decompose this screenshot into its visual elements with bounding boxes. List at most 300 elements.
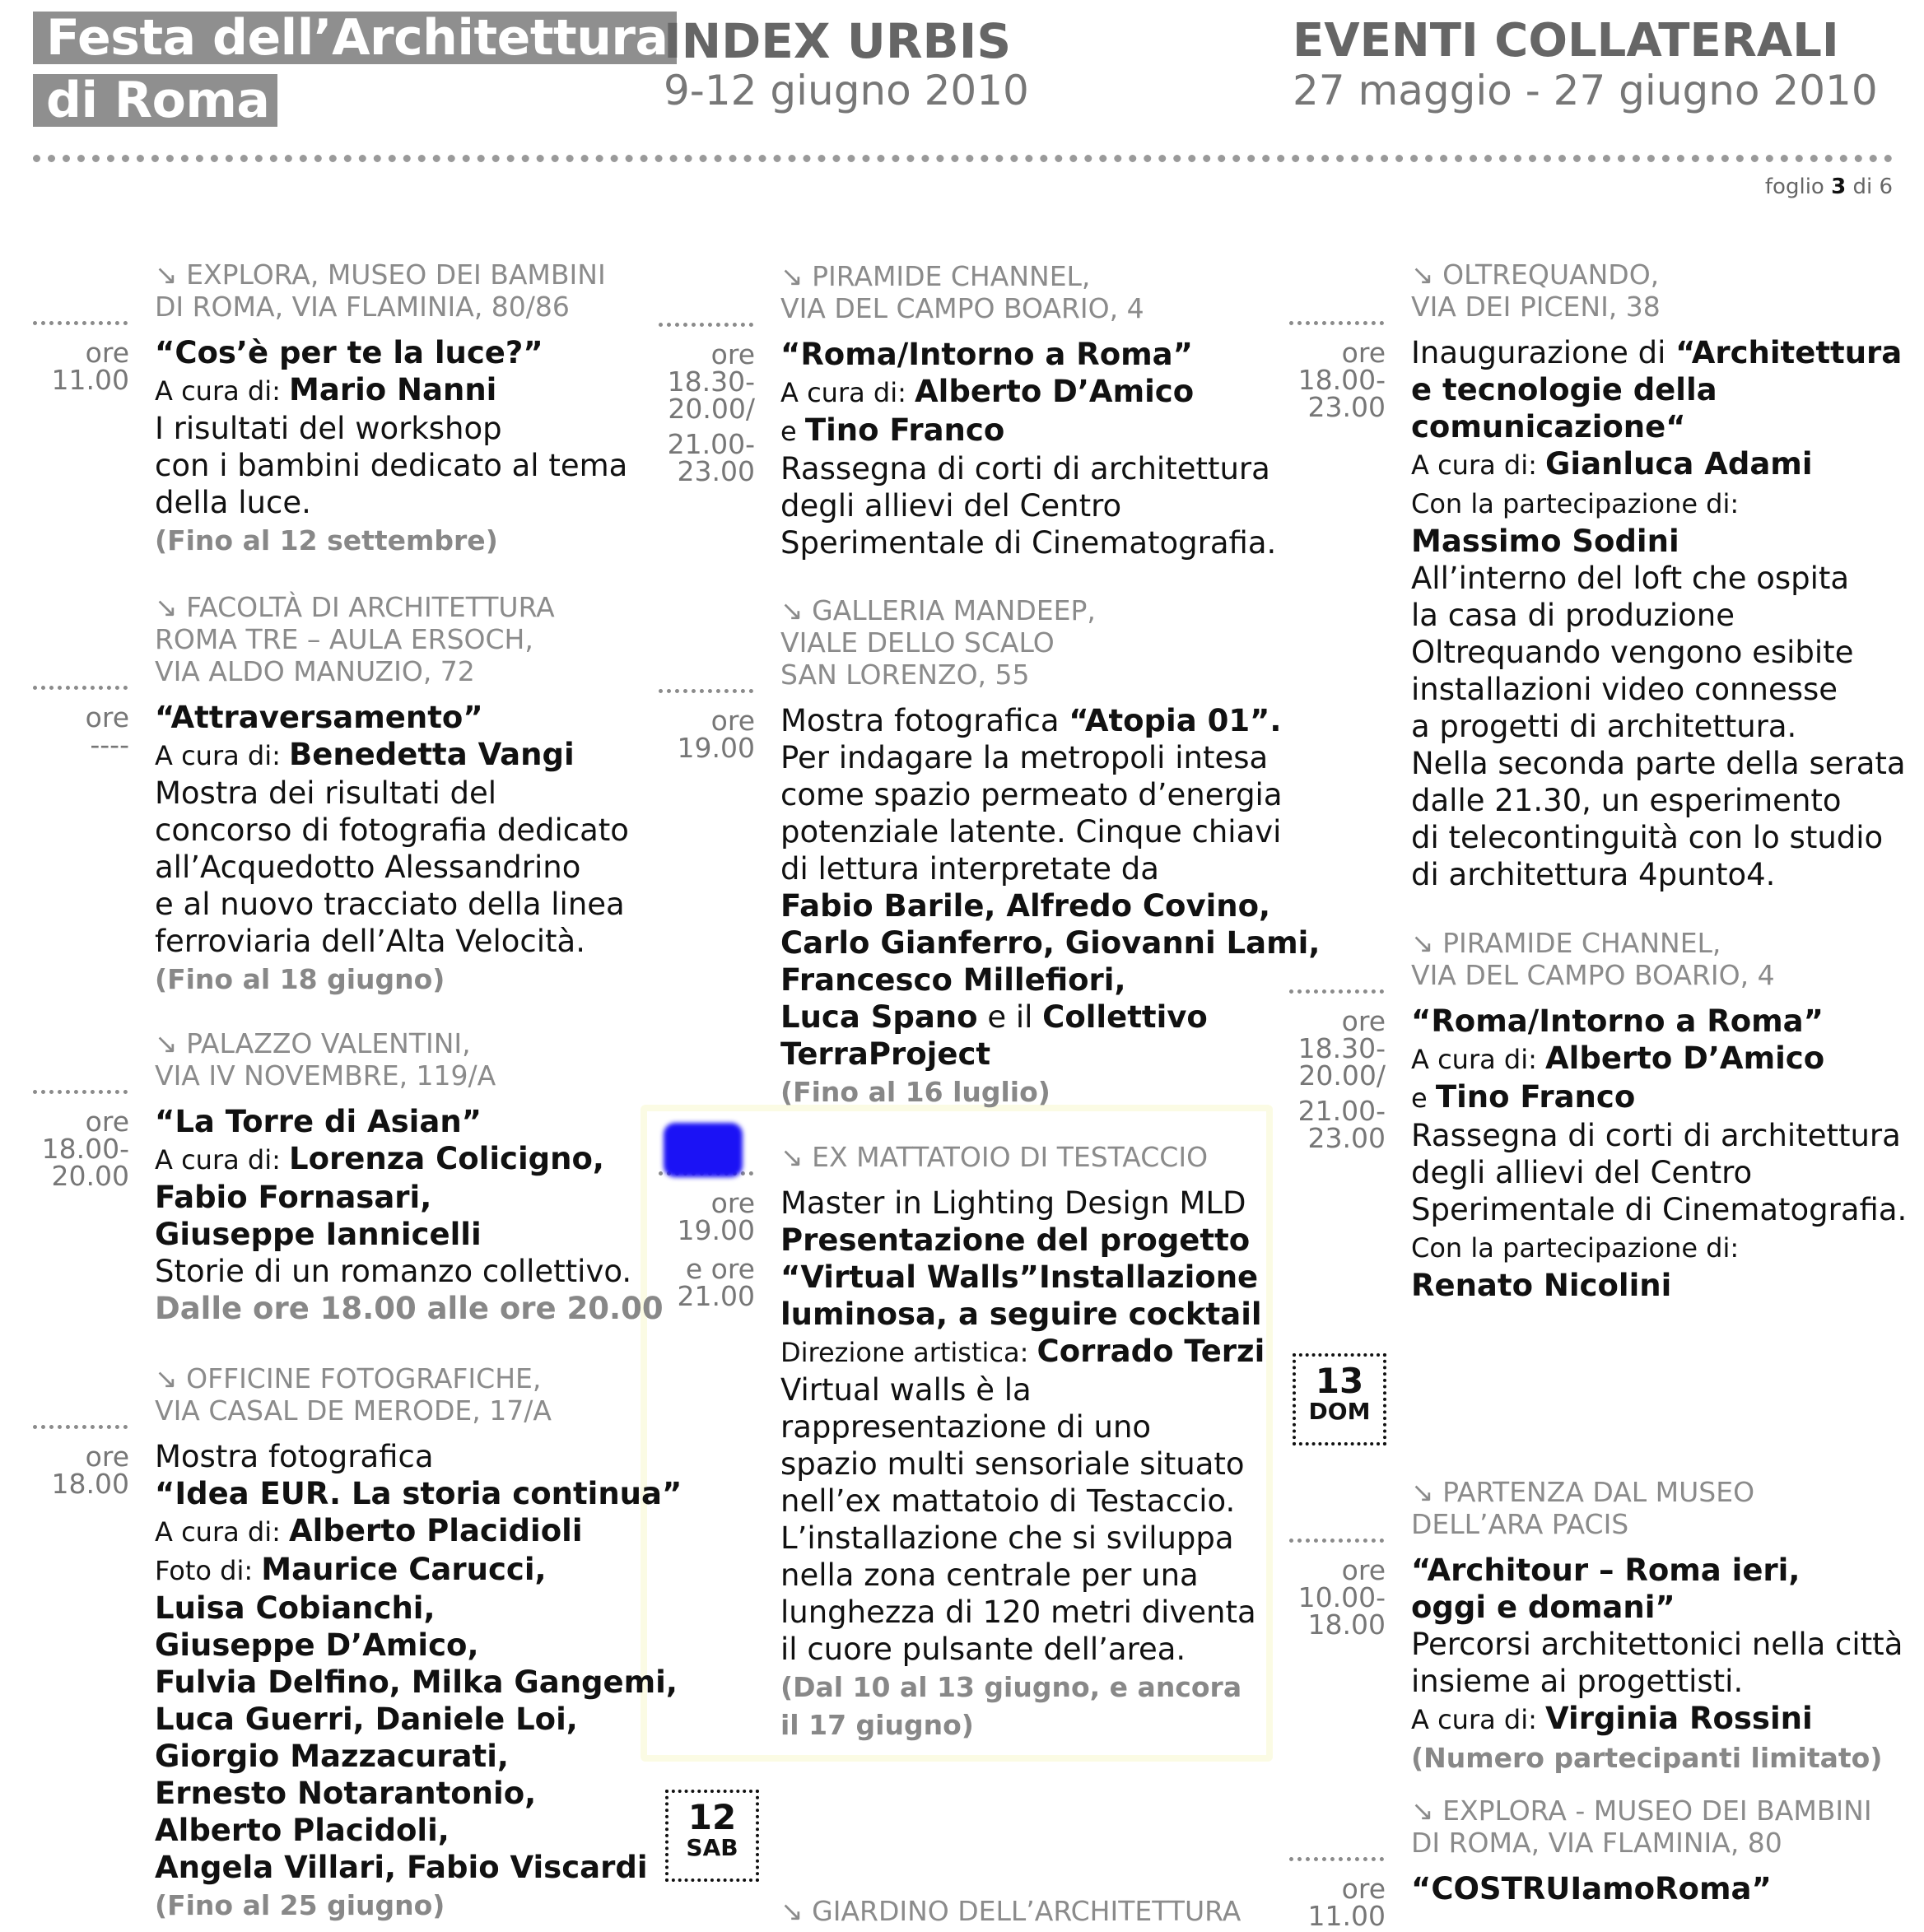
text-segment: A cura di: bbox=[1411, 449, 1546, 481]
event-time bbox=[33, 1106, 129, 1192]
description-line bbox=[780, 1371, 1265, 1408]
time-line: ore bbox=[1341, 1005, 1386, 1037]
event-time bbox=[1289, 1875, 1386, 1930]
text-segment: nella zona centrale per una bbox=[780, 1557, 1199, 1593]
venue-line: ↘ PIRAMIDE CHANNEL, bbox=[780, 260, 1091, 292]
venue-line: ↘ GALLERIA MANDEEP, bbox=[780, 594, 1096, 626]
description-line bbox=[1411, 856, 1906, 893]
header-dotted-rule bbox=[33, 155, 1893, 162]
text-segment: di telecontinguità con lo studio bbox=[1411, 820, 1884, 855]
description-line bbox=[780, 739, 1320, 776]
description-line bbox=[1411, 1589, 1903, 1626]
text-segment: oggi e domani” bbox=[1411, 1590, 1675, 1625]
text-segment: (Dal 10 al 13 giugno, e ancora bbox=[780, 1671, 1242, 1703]
time-line: 23.00 bbox=[1307, 391, 1386, 423]
description-line bbox=[780, 1296, 1265, 1333]
venue-line: VIA DEL CAMPO BOARIO, 4 bbox=[1411, 959, 1775, 991]
text-segment: A cura di: bbox=[1411, 1044, 1546, 1075]
time-line: ore bbox=[85, 701, 129, 733]
description-line bbox=[780, 999, 1320, 1036]
description-line bbox=[155, 484, 627, 521]
text-segment: ferroviaria dell’Alta Velocità. bbox=[155, 924, 585, 959]
time-line: 20.00/ bbox=[1298, 1059, 1386, 1092]
time-separator bbox=[1289, 1539, 1384, 1543]
description-line bbox=[155, 849, 629, 886]
venue-line: ↘ OLTREQUANDO, bbox=[1411, 258, 1660, 291]
text-segment: Virginia Rossini bbox=[1545, 1701, 1813, 1736]
festival-title-line2: di Roma bbox=[33, 74, 277, 127]
description-line bbox=[780, 1222, 1265, 1259]
event-time bbox=[659, 705, 755, 764]
description-line bbox=[1411, 1739, 1903, 1776]
text-segment: Alberto D’Amico bbox=[915, 374, 1195, 409]
description-line bbox=[155, 410, 627, 447]
venue-line: DI ROMA, VIA FLAMINIA, 80/86 bbox=[155, 291, 570, 323]
time-line: ore bbox=[1341, 1873, 1386, 1905]
text-segment: A cura di: bbox=[155, 1144, 290, 1175]
description-line bbox=[780, 1073, 1320, 1110]
description-line bbox=[780, 1557, 1265, 1594]
text-segment: la casa di produzione bbox=[1411, 598, 1735, 633]
time-separator bbox=[1289, 1857, 1384, 1861]
text-segment: “Virtual Walls”Installazione bbox=[780, 1259, 1259, 1295]
event-description bbox=[1411, 1003, 1907, 1304]
time-separator bbox=[33, 1425, 128, 1429]
text-segment: “Idea EUR. La storia continua” bbox=[155, 1476, 682, 1511]
day-name: DOM bbox=[1308, 1398, 1371, 1425]
description-line bbox=[780, 1520, 1265, 1557]
description-line bbox=[155, 1512, 682, 1551]
description-line bbox=[1411, 819, 1906, 856]
time-separator bbox=[33, 686, 128, 690]
day-number: 12 bbox=[687, 1797, 737, 1837]
description-line bbox=[780, 450, 1276, 487]
description-line bbox=[1411, 408, 1906, 445]
venue-label bbox=[780, 1141, 1208, 1173]
text-segment: Tino Franco bbox=[804, 412, 1005, 448]
text-segment: (Fino al 12 settembre) bbox=[155, 524, 498, 556]
description-line bbox=[1411, 1191, 1907, 1228]
description-line bbox=[780, 1185, 1265, 1222]
description-line bbox=[1411, 445, 1906, 484]
venue-line: ↘ EXPLORA - MUSEO DEI BAMBINI bbox=[1411, 1795, 1872, 1827]
text-segment: Gianluca Adami bbox=[1545, 446, 1813, 482]
text-segment: Mostra fotografica bbox=[155, 1439, 434, 1474]
event-time bbox=[1289, 1005, 1386, 1154]
venue-line: ↘ EX MATTATOIO DI TESTACCIO bbox=[780, 1141, 1209, 1173]
text-segment: e tecnologie della bbox=[1411, 372, 1717, 407]
text-segment: “Atopia 01”. bbox=[1069, 703, 1282, 738]
day-number: 13 bbox=[1315, 1361, 1364, 1401]
venue-label bbox=[155, 1027, 496, 1092]
description-line bbox=[155, 371, 627, 410]
text-segment: L’installazione che si sviluppa bbox=[780, 1520, 1234, 1556]
day-box-12 bbox=[665, 1790, 759, 1882]
text-segment: Giorgio Mazzacurati, bbox=[155, 1739, 509, 1774]
text-segment: nell’ex mattatoio di Testaccio. bbox=[780, 1483, 1236, 1519]
description-line bbox=[1411, 1154, 1907, 1191]
venue-line: VIA DEL CAMPO BOARIO, 4 bbox=[780, 292, 1144, 324]
description-line bbox=[155, 334, 627, 371]
text-segment: a progetti di architettura. bbox=[1411, 709, 1797, 744]
text-segment: “Architour – Roma ieri, bbox=[1411, 1553, 1801, 1588]
time-line: ore bbox=[1341, 1554, 1386, 1586]
time-line: 23.00 bbox=[1307, 1122, 1386, 1154]
venue-line: DI ROMA, VIA FLAMINIA, 80 bbox=[1411, 1827, 1782, 1859]
text-segment: Sperimentale di Cinematografia. bbox=[1411, 1192, 1908, 1227]
event-description bbox=[1411, 1552, 1903, 1776]
text-segment: “Roma/Intorno a Roma” bbox=[1411, 1003, 1824, 1039]
venue-label bbox=[1411, 927, 1775, 991]
event-description bbox=[155, 1438, 682, 1924]
text-segment: Direzione artistica: bbox=[780, 1337, 1037, 1368]
time-line: 11.00 bbox=[51, 364, 129, 396]
time-line: 20.00 bbox=[51, 1160, 129, 1192]
venue-line: VIA ALDO MANUZIO, 72 bbox=[155, 655, 475, 687]
text-segment: Sperimentale di Cinematografia. bbox=[780, 525, 1277, 561]
text-segment: Mostra fotografica bbox=[780, 703, 1069, 738]
event-description bbox=[155, 334, 627, 559]
time-separator bbox=[33, 1090, 128, 1094]
text-segment: e bbox=[780, 416, 805, 447]
venue-line: ↘ PARTENZA DAL MUSEO bbox=[1411, 1476, 1755, 1508]
text-segment: “Cos’è per te la luce?” bbox=[155, 335, 543, 370]
venue-line: SAN LORENZO, 55 bbox=[780, 659, 1030, 691]
description-line bbox=[1411, 371, 1906, 408]
text-segment: A cura di: bbox=[1411, 1704, 1546, 1735]
venue-label: ↘ GIARDINO DELL’ARCHITETTURA bbox=[780, 1895, 1242, 1927]
time-line: 23.00 bbox=[677, 455, 755, 487]
time-separator bbox=[659, 689, 753, 693]
event-description bbox=[155, 1103, 664, 1327]
text-segment: Luca Spano bbox=[780, 999, 978, 1035]
description-line bbox=[780, 336, 1276, 373]
text-segment: con i bambini dedicato al tema bbox=[155, 448, 628, 483]
text-segment: della luce. bbox=[155, 485, 311, 520]
time-line: 10.00- bbox=[1297, 1581, 1386, 1613]
description-line bbox=[1411, 1700, 1903, 1739]
venue-label bbox=[1411, 258, 1661, 323]
text-segment: “Roma/Intorno a Roma” bbox=[780, 337, 1193, 372]
venue-line: VIA IV NOVEMBRE, 119/A bbox=[155, 1059, 496, 1092]
text-segment: rappresentazione di uno bbox=[780, 1409, 1152, 1445]
text-segment: e bbox=[1411, 1082, 1436, 1114]
text-segment: Renato Nicolini bbox=[1411, 1268, 1672, 1303]
description-line bbox=[1411, 1870, 1772, 1907]
description-line bbox=[1411, 1078, 1907, 1117]
description-line bbox=[780, 1594, 1265, 1631]
text-segment: Per indagare la metropoli intesa bbox=[780, 740, 1269, 775]
time-line: ore bbox=[1341, 337, 1386, 369]
time-line: 18.30- bbox=[667, 365, 755, 398]
text-segment: Corrado Terzi bbox=[1037, 1334, 1265, 1369]
description-line bbox=[155, 1738, 682, 1775]
text-segment: Foto di: bbox=[155, 1555, 262, 1586]
description-line bbox=[780, 887, 1320, 924]
time-separator bbox=[659, 323, 753, 327]
time-line: ore bbox=[710, 1187, 755, 1219]
text-segment: Oltrequando vengono esibite bbox=[1411, 635, 1854, 670]
time-line: e ore bbox=[685, 1253, 755, 1285]
description-line bbox=[780, 487, 1276, 524]
description-line bbox=[780, 1668, 1265, 1706]
time-line: ore bbox=[710, 705, 755, 737]
description-line bbox=[155, 1812, 682, 1849]
text-segment: “COSTRUIamoRoma” bbox=[1411, 1871, 1772, 1906]
time-line: 21.00- bbox=[667, 428, 755, 460]
venue-label bbox=[155, 258, 606, 323]
description-line bbox=[155, 1664, 682, 1701]
text-segment: “Architettura bbox=[1675, 335, 1903, 370]
text-segment: I risultati del workshop bbox=[155, 411, 502, 446]
description-line bbox=[1411, 1040, 1907, 1078]
time-separator bbox=[33, 321, 128, 325]
time-line: 18.00 bbox=[1307, 1608, 1386, 1641]
redaction-blur bbox=[664, 1123, 743, 1177]
event-time bbox=[1289, 1554, 1386, 1641]
description-line bbox=[155, 1551, 682, 1590]
description-line bbox=[155, 1849, 682, 1886]
description-line bbox=[155, 1103, 664, 1140]
text-segment: Francesco Millefiori, bbox=[780, 962, 1126, 998]
description-line bbox=[780, 1706, 1265, 1743]
text-segment: Mostra dei risultati del bbox=[155, 775, 497, 811]
event-time bbox=[33, 337, 129, 396]
text-segment: Dalle ore 18.00 alle ore 20.00 bbox=[155, 1291, 664, 1326]
description-line bbox=[780, 813, 1320, 850]
event-time bbox=[1289, 339, 1386, 421]
time-line: 18.00- bbox=[41, 1133, 129, 1165]
description-line bbox=[155, 1216, 664, 1253]
text-segment: Alberto Placidioli bbox=[289, 1513, 583, 1548]
text-segment: Tino Franco bbox=[1435, 1079, 1636, 1115]
description-line bbox=[1411, 1117, 1907, 1154]
time-line: 21.00- bbox=[1297, 1095, 1386, 1127]
text-segment: Giuseppe Iannicelli bbox=[155, 1217, 482, 1252]
text-segment: concorso di fotografia dedicato bbox=[155, 812, 629, 848]
event-time bbox=[659, 1189, 755, 1310]
description-line bbox=[155, 1290, 664, 1327]
description-line bbox=[780, 1333, 1265, 1371]
description-line bbox=[780, 1259, 1265, 1296]
eventi-collaterali-dates: 27 maggio - 27 giugno 2010 bbox=[1293, 67, 1878, 114]
time-line: 18.00 bbox=[51, 1468, 129, 1500]
description-line bbox=[155, 1701, 682, 1738]
description-line bbox=[780, 373, 1276, 412]
description-line bbox=[1411, 334, 1906, 371]
text-segment: Percorsi architettonici nella città bbox=[1411, 1627, 1903, 1662]
event-description bbox=[155, 699, 629, 998]
venue-line: ↘ PIRAMIDE CHANNEL, bbox=[1411, 927, 1721, 959]
text-segment: spazio multi sensoriale situato bbox=[780, 1446, 1245, 1482]
venue-line: VIA DEI PICENI, 38 bbox=[1411, 291, 1661, 323]
venue-line: ↘ EXPLORA, MUSEO DEI BAMBINI bbox=[155, 258, 606, 291]
text-segment: insieme ai progettisti. bbox=[1411, 1664, 1744, 1699]
text-segment: all’Acquedotto Alessandrino bbox=[155, 850, 581, 885]
text-segment: (Fino al 18 giugno) bbox=[155, 963, 445, 995]
time-line: 18.30- bbox=[1297, 1032, 1386, 1064]
text-segment: di lettura interpretate da bbox=[780, 851, 1159, 887]
text-segment: All’interno del loft che ospita bbox=[1411, 561, 1850, 596]
description-line bbox=[155, 1627, 682, 1664]
text-segment: Presentazione del progetto bbox=[780, 1222, 1251, 1258]
text-segment: Rassegna di corti di architettura bbox=[1411, 1118, 1901, 1153]
description-line bbox=[780, 412, 1276, 450]
day-name: SAB bbox=[686, 1834, 738, 1861]
text-segment: Rassegna di corti di architettura bbox=[780, 451, 1270, 486]
text-segment: Inaugurazione di bbox=[1411, 335, 1676, 370]
description-line bbox=[155, 521, 627, 559]
text-segment: A cura di: bbox=[155, 375, 290, 407]
text-segment: Benedetta Vangi bbox=[289, 737, 575, 772]
text-segment: installazioni video connesse bbox=[1411, 672, 1838, 707]
text-segment: di architettura 4punto4. bbox=[1411, 857, 1776, 892]
text-segment: Fabio Barile, Alfredo Covino, bbox=[780, 888, 1271, 924]
description-line bbox=[155, 923, 629, 960]
text-segment: Ernesto Notarantonio, bbox=[155, 1776, 537, 1811]
text-segment: Mario Nanni bbox=[289, 372, 497, 407]
time-line: 19.00 bbox=[677, 732, 755, 764]
text-segment: lunghezza di 120 metri diventa bbox=[780, 1594, 1256, 1630]
description-line bbox=[780, 1446, 1265, 1483]
text-segment: Giuseppe D’Amico, bbox=[155, 1627, 479, 1663]
text-segment: (Fino al 16 luglio) bbox=[780, 1076, 1051, 1108]
text-segment: Luisa Cobianchi, bbox=[155, 1590, 436, 1626]
text-segment: Alberto D’Amico bbox=[1545, 1040, 1825, 1076]
description-line bbox=[1411, 597, 1906, 634]
time-line: ore bbox=[85, 1106, 129, 1138]
text-segment: Con la partecipazione di: bbox=[1411, 1232, 1740, 1264]
text-segment: Fabio Fornasari, bbox=[155, 1180, 432, 1215]
description-line bbox=[1411, 523, 1906, 560]
venue-label bbox=[155, 1362, 552, 1427]
description-line bbox=[155, 699, 629, 736]
description-line bbox=[1411, 671, 1906, 708]
event-description bbox=[1411, 1870, 1772, 1907]
text-segment: (Fino al 25 giugno) bbox=[155, 1889, 445, 1921]
time-line: 20.00/ bbox=[668, 393, 755, 425]
venue-line: VIALE DELLO SCALO bbox=[780, 626, 1055, 659]
festival-title-line1: Festa dell’Architettura bbox=[33, 12, 677, 64]
description-line bbox=[1411, 634, 1906, 671]
event-description bbox=[1411, 334, 1906, 893]
description-line bbox=[155, 1590, 682, 1627]
text-segment: il 17 giugno) bbox=[780, 1709, 974, 1741]
description-line bbox=[155, 960, 629, 998]
text-segment: Nella seconda parte della serata bbox=[1411, 746, 1906, 781]
sheet-number: foglio 3 di 6 bbox=[1764, 175, 1893, 199]
time-line: 21.00 bbox=[677, 1280, 755, 1312]
text-segment: A cura di: bbox=[155, 1516, 290, 1548]
description-line bbox=[155, 1775, 682, 1812]
description-line bbox=[155, 1179, 664, 1216]
description-line bbox=[155, 1253, 664, 1290]
text-segment: luminosa, a seguire cocktail bbox=[780, 1297, 1262, 1332]
description-line bbox=[155, 1886, 682, 1924]
event-description bbox=[780, 702, 1320, 1110]
text-segment: (Numero partecipanti limitato) bbox=[1411, 1742, 1883, 1774]
event-description bbox=[780, 1185, 1265, 1743]
venue-label bbox=[155, 591, 555, 687]
time-line: 11.00 bbox=[1307, 1900, 1386, 1932]
day-box-13 bbox=[1293, 1353, 1386, 1446]
description-line bbox=[1411, 1663, 1903, 1700]
venue-line: VIA CASAL DE MERODE, 17/A bbox=[155, 1394, 552, 1427]
time-line: ---- bbox=[90, 729, 129, 761]
time-separator bbox=[1289, 989, 1384, 994]
description-line bbox=[780, 1631, 1265, 1668]
text-segment: e al nuovo tracciato della linea bbox=[155, 887, 625, 922]
text-segment: A cura di: bbox=[780, 377, 915, 408]
description-line bbox=[780, 1408, 1265, 1446]
text-segment: dalle 21.30, un esperimento bbox=[1411, 783, 1842, 818]
text-segment: Carlo Gianferro, Giovanni Lami, bbox=[780, 925, 1321, 961]
venue-line: ↘ PALAZZO VALENTINI, bbox=[155, 1027, 471, 1059]
venue-line: ↘ OFFICINE FOTOGRAFICHE, bbox=[155, 1362, 542, 1394]
text-segment: come spazio permeato d’energia bbox=[780, 777, 1283, 812]
description-line bbox=[155, 736, 629, 775]
description-line bbox=[1411, 1552, 1903, 1589]
description-line bbox=[1411, 1626, 1903, 1663]
description-line bbox=[155, 1438, 682, 1475]
description-line bbox=[1411, 560, 1906, 597]
description-line bbox=[780, 1483, 1265, 1520]
text-segment: Con la partecipazione di: bbox=[1411, 488, 1740, 519]
eventi-collaterali-title: EVENTI COLLATERALI bbox=[1293, 14, 1839, 68]
description-line bbox=[780, 961, 1320, 999]
text-segment: Virtual walls è la bbox=[780, 1372, 1032, 1408]
text-segment: Storie di un romanzo collettivo. bbox=[155, 1254, 632, 1289]
text-segment: Lorenza Colicigno, bbox=[289, 1141, 604, 1176]
venue-label bbox=[780, 260, 1144, 324]
time-line: 19.00 bbox=[677, 1214, 755, 1246]
venue-label bbox=[1411, 1795, 1872, 1859]
text-segment: Maurice Carucci, bbox=[261, 1552, 547, 1587]
text-segment: “Attraversamento” bbox=[155, 700, 483, 735]
time-line: ore bbox=[85, 337, 129, 369]
index-urbis-dates: 9-12 giugno 2010 bbox=[664, 67, 1029, 114]
venue-line: ROMA TRE – AULA ERSOCH, bbox=[155, 623, 533, 655]
description-line bbox=[155, 775, 629, 812]
event-time bbox=[659, 338, 755, 487]
event-time bbox=[33, 1441, 129, 1500]
description-line bbox=[1411, 745, 1906, 782]
time-separator bbox=[1289, 321, 1384, 325]
description-line bbox=[1411, 1003, 1907, 1040]
text-segment: TerraProject bbox=[780, 1036, 991, 1072]
text-segment: e il bbox=[977, 999, 1043, 1035]
description-line bbox=[155, 1140, 664, 1179]
time-line: ore bbox=[710, 338, 755, 370]
text-segment: degli allievi del Centro bbox=[780, 488, 1122, 524]
time-line: 18.00- bbox=[1297, 364, 1386, 396]
venue-label bbox=[1411, 1476, 1754, 1540]
text-segment: Luca Guerri, Daniele Loi, bbox=[155, 1702, 578, 1737]
text-segment: potenziale latente. Cinque chiavi bbox=[780, 814, 1282, 850]
description-line bbox=[780, 924, 1320, 961]
description-line bbox=[1411, 708, 1906, 745]
description-line bbox=[780, 850, 1320, 887]
description-line bbox=[155, 447, 627, 484]
text-segment: “La Torre di Asian” bbox=[155, 1104, 482, 1139]
description-line bbox=[1411, 782, 1906, 819]
description-line bbox=[1411, 1228, 1907, 1267]
event-time bbox=[33, 701, 129, 761]
text-segment: Fulvia Delfino, Milka Gangemi, bbox=[155, 1664, 678, 1700]
venue-label bbox=[780, 594, 1096, 691]
text-segment: A cura di: bbox=[155, 740, 290, 771]
text-segment: Alberto Placidoli, bbox=[155, 1813, 450, 1848]
